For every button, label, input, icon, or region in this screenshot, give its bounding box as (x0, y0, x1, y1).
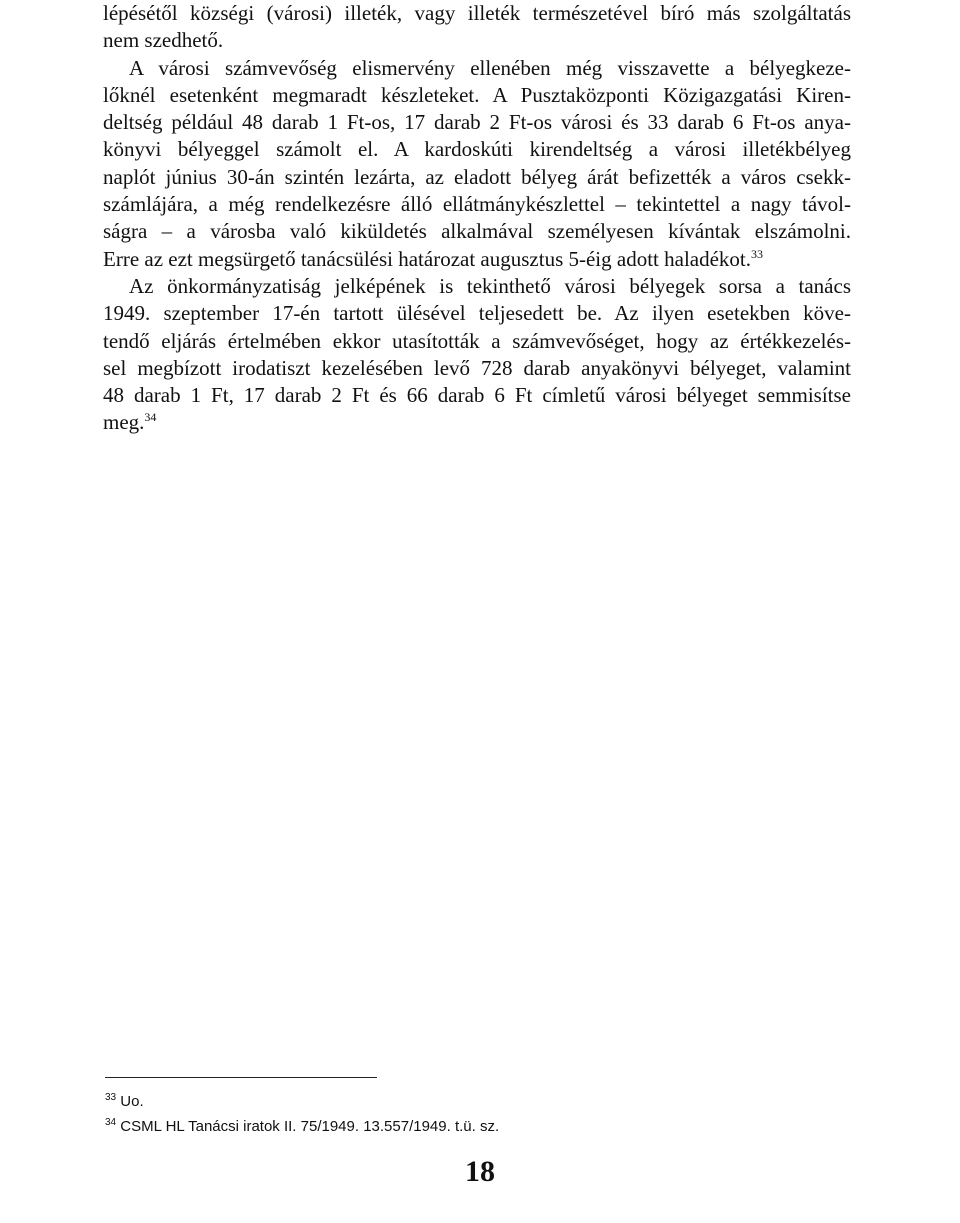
footnote-ref-33: 33 (751, 246, 764, 261)
footnote-number: 33 (105, 1092, 117, 1103)
page-number: 18 (465, 1155, 495, 1188)
text-line: A városi számvevőség elismervény ellenében még visszavette a bélyegkeze- (129, 55, 851, 80)
footnote-33 (105, 1089, 805, 1114)
footnote-divider (105, 1077, 377, 1078)
text-line: 1949. szeptember 17-én tartott ülésével teljesedett be. Az ilyen esetekben köve- (103, 301, 851, 326)
text-line: naplót június 30-án szintén lezárta, az eladott bélyeg árát befizették a város csekk- (103, 164, 851, 189)
paragraph-2 (103, 55, 851, 273)
text-line: könyvi bélyeggel számolt el. A kardoskúti kirendeltség a városi illetékbélyeg (103, 137, 851, 162)
text-line-with-footnote (103, 409, 851, 436)
text-line: ságra – a városba való kiküldetés alkalmával személyesen kívántak elszámolni. (103, 219, 851, 244)
footnote-ref-34: 34 (144, 410, 157, 425)
footnotes (105, 1089, 805, 1139)
text-line: nem szedhető. (103, 28, 224, 53)
text-line: Az önkormányzatiság jelképének is tekinthető városi bélyegek sorsa a tanács (129, 273, 851, 298)
paragraph-3 (103, 273, 851, 437)
footnote-text: CSML HL Tanácsi iratok II. 75/1949. 13.557/1949. t.ü. sz. (120, 1118, 500, 1135)
text-line: deltség például 48 darab 1 Ft-os, 17 darab 2 Ft-os városi és 33 darab 6 Ft-os anya- (103, 110, 851, 135)
footnote-34 (105, 1114, 805, 1139)
text-line: lőknél esetenként megmaradt készleteket. A Pusztaközponti Közigazgatási Kiren- (103, 82, 851, 107)
text-line: lépésétől községi (városi) illeték, vagy illeték természetével bíró más szolgáltatás (103, 1, 851, 25)
text-line: számlájára, a még rendelkezésre álló ellátmánykészlettel – tekintettel a nagy távol- (103, 192, 851, 217)
paragraph-1 (103, 0, 851, 55)
body-text (103, 0, 851, 437)
text-line: tendő eljárás értelmében ekkor utasították a számvevőséget, hogy az értékkezelés- (103, 328, 851, 353)
footnote-text: Uo. (120, 1093, 144, 1110)
text-line: meg. (103, 410, 145, 435)
text-line-with-footnote (103, 246, 851, 273)
footnote-number: 34 (105, 1117, 117, 1128)
text-line: 48 darab 1 Ft, 17 darab 2 Ft és 66 darab 6 Ft címletű városi bélyeget semmisítse (103, 383, 851, 408)
text-line: sel megbízott irodatiszt kezelésében levő 728 darab anyakönyvi bélyeget, valamint (103, 355, 851, 380)
text-line: Erre az ezt megsürgető tanácsülési határozat augusztus 5-éig adott haladékot. (103, 246, 752, 271)
